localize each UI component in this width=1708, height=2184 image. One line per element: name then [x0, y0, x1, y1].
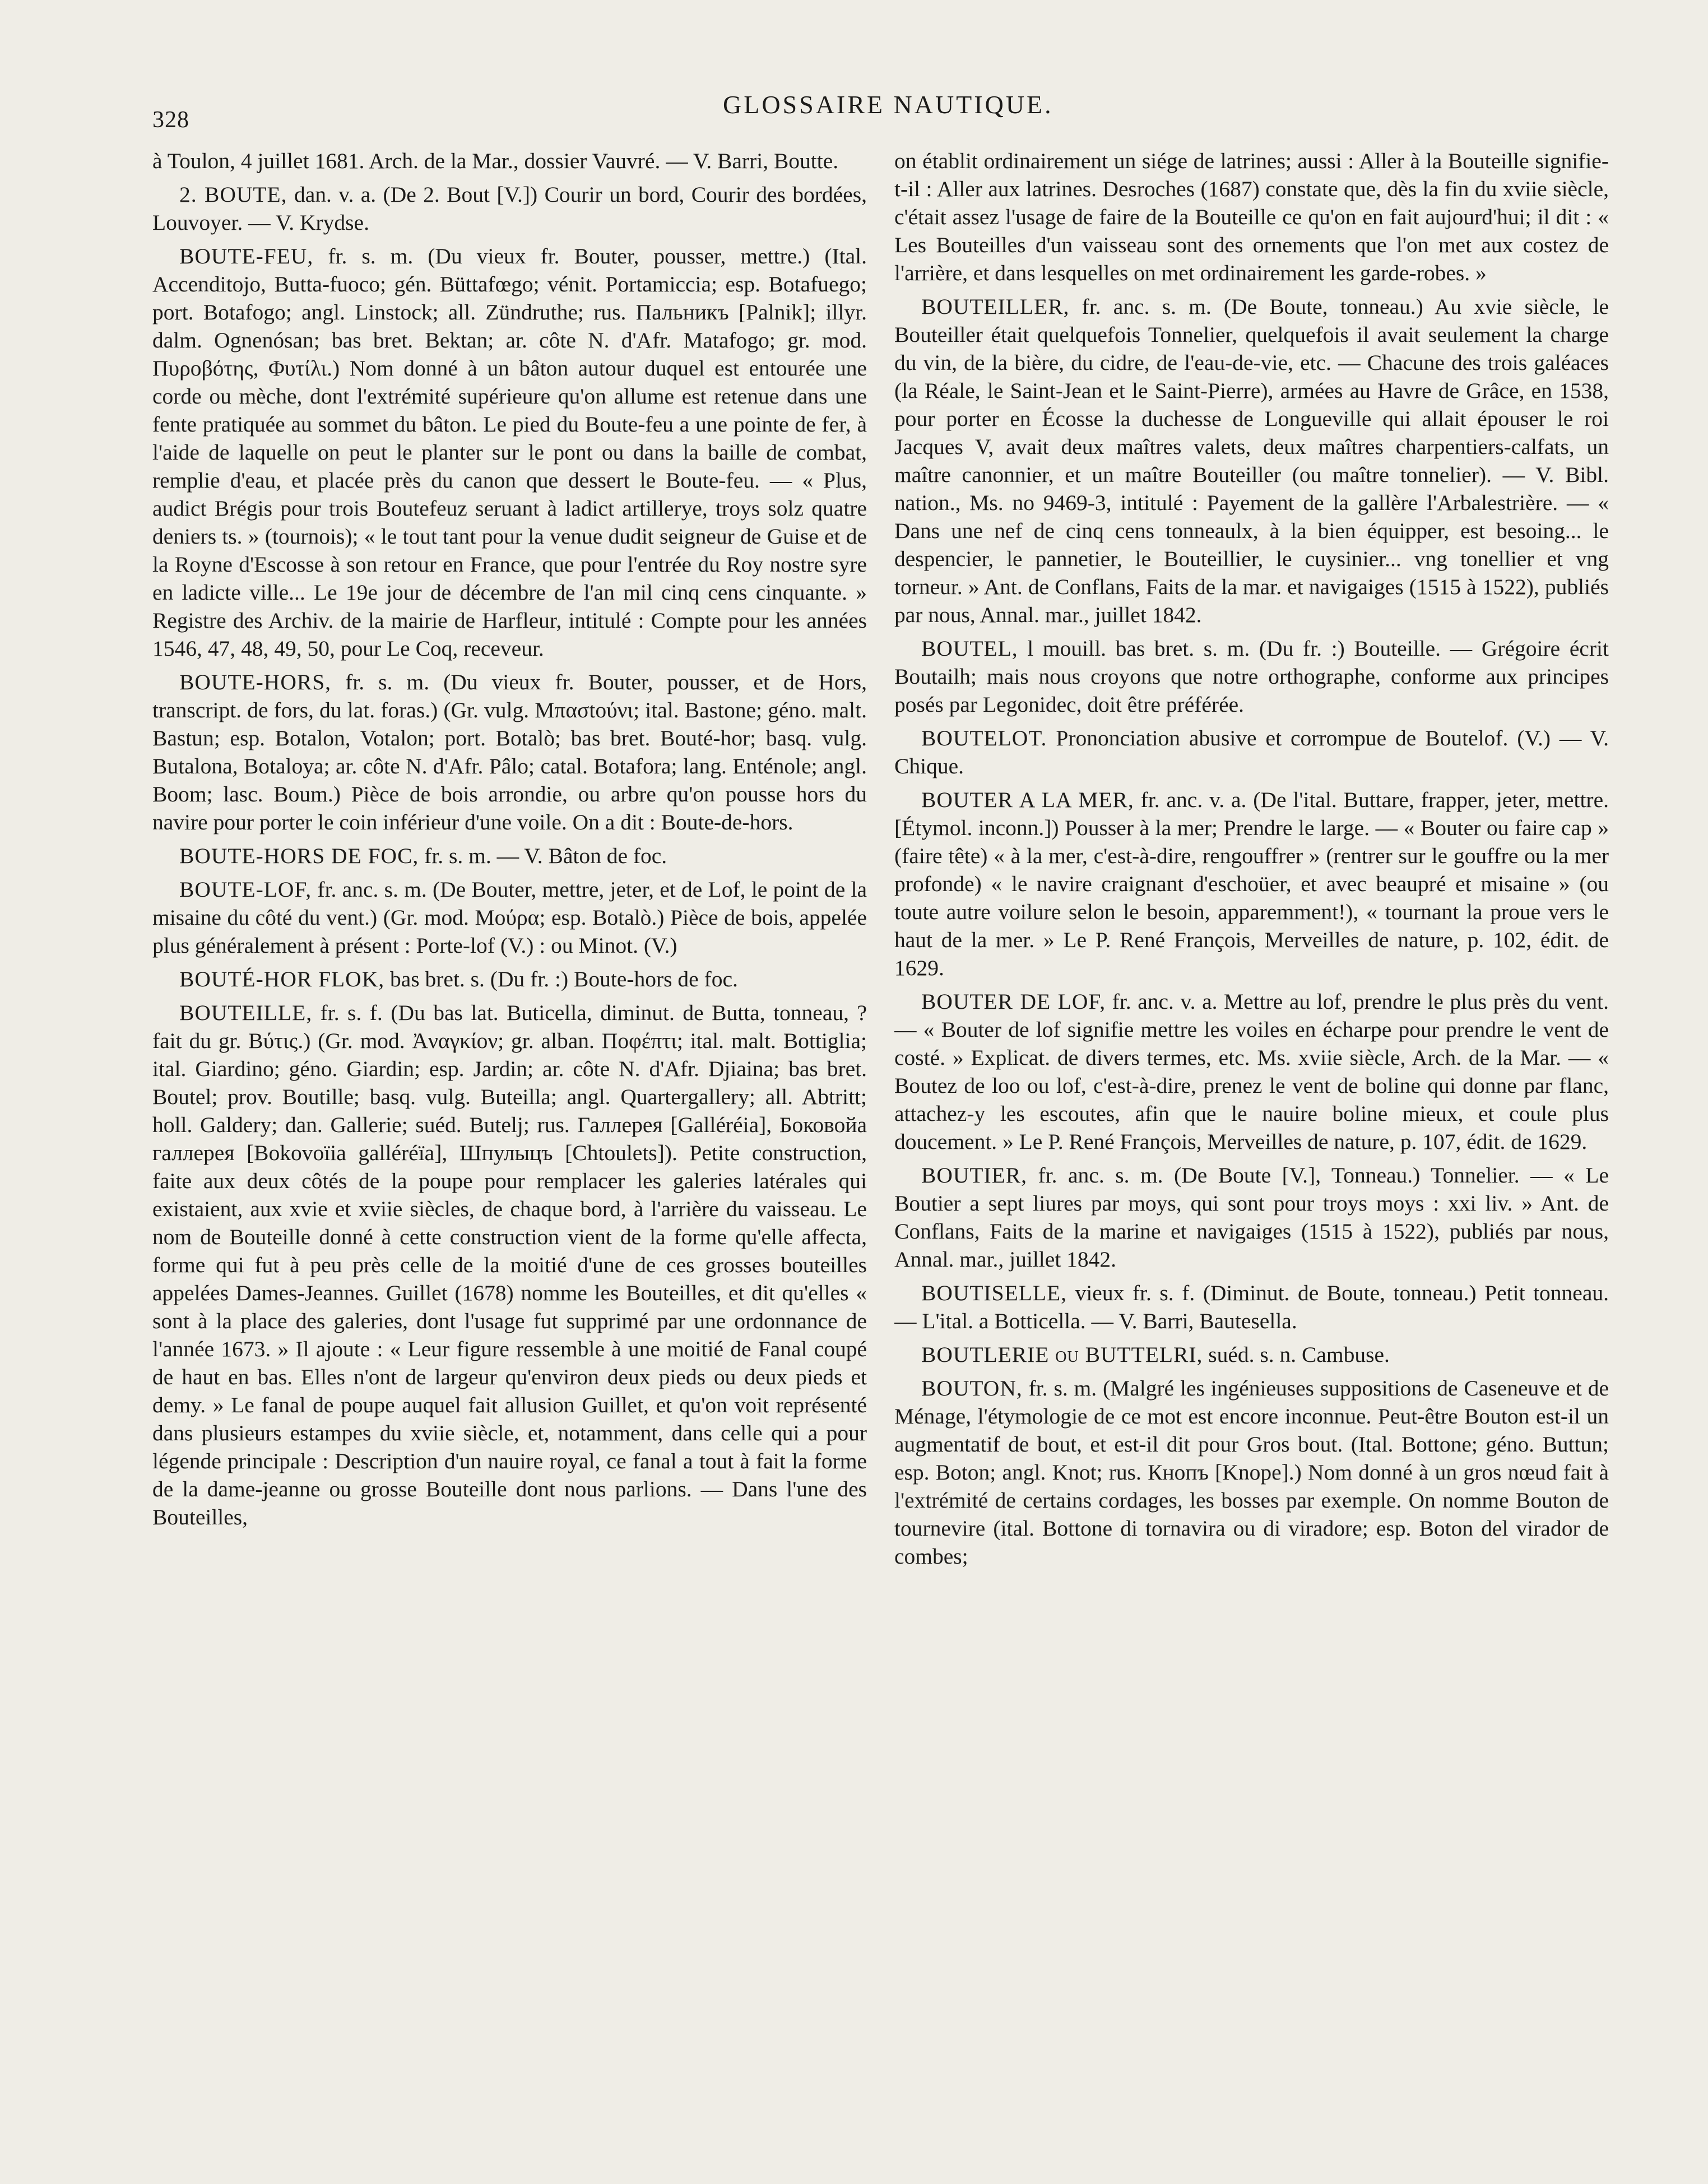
entry-headword: BOUTER A LA MER,	[921, 787, 1134, 812]
entry-headword: BOUTIER,	[921, 1163, 1028, 1188]
entry-text: l mouill. bas bret. s. m. (Du fr. :) Bouteille. — Grégoire écrit Boutailh; mais nous croyons que notre orthographe, conforme aux principes posés par Legonidec, doit être préférée.	[894, 636, 1609, 717]
entry-text: dan. v. a. (De 2. Bout [V.]) Courir un bord, Courir des bordées, Louvoyer. — V. Krydse.	[152, 182, 867, 235]
left-column	[152, 147, 867, 2064]
dictionary-entry	[894, 1341, 1609, 1369]
entry-text: fr. s. f. (Du bas lat. Buticella, diminut. de Butta, tonneau, ? fait du gr. Βύτις.) (Gr. mod. Ἀναγκίον; gr. alban. Ποφέπτι; ital. malt. Bottiglia; ital. Giardino; géno. Giardin; esp. Jardin; ar. côte N. d'Afr. Djiaina; bas bret. Boutel; prov. Boutille; basq. vulg. Buteilla; angl. Quartergallery; all. Abtritt; holl. Galdery; dan. Gallerie; suéd. Butelj; rus. Галлерея [Galléréia], Боковойа галлерея [Bokovoïia galléréïa], Шпулыцъ [Chtoulets]). Petite construction, faite aux deux côtés de la poupe pour remplacer les galeries latérales qui existaient, aux xvie et xviie siècles, de chaque bord, à l'arrière du vaisseau. Le nom de Bouteille donné à cette construction vient de la forme qu'elle affecta, forme qui fut à peu près celle de la moitié d'une de ces grosses bouteilles appelées Dames-Jeannes. Guillet (1678) nomme les Bouteilles, et dit qu'elles « sont à la place des galeries, dont l'usage fut supprimé par une ordonnance de l'année 1673. » Il ajoute : « Leur figure ressemble à une moitié de Fanal coupé de haut en bas. Elles n'ont de largeur qu'environ deux pieds ou deux pieds et demy. » Le fanal de poupe auquel fait allusion Guillet, et qu'on voit représenté dans plusieurs estampes du xviie siècle, et, notamment, dans celle qui a pour légende principale : Description d'un nauire royal, ce fanal a tout à fait la forme de la dame-jeanne ou grosse Bouteille dont nous parlions. — Dans l'une des Bouteilles,	[152, 1000, 867, 1529]
entry-headword: BOUTE-HORS,	[179, 670, 332, 694]
entry-text: bas bret. s. (Du fr. :) Boute-hors de foc.	[384, 967, 738, 991]
entry-text: fr. s. m. (Malgré les ingénieuses suppositions de Caseneuve et de Ménage, l'étymologie de ce mot est encore inconnue. Peut-être Bouton est-il un augmentatif de bout, et est-il dit pour Gros bout. (Ital. Bottone; géno. Buttun; esp. Boton; angl. Knot; rus. Кнопъ [Knope].) Nom donné à un gros nœud fait à l'extrémité de certains cordages, les bosses par exemple. On nomme Bouton de tournevire (ital. Bottone di tornavira ou di viradore; esp. Boton del virador de combes;	[894, 1376, 1609, 1569]
entry-headword: BOUTE-LOF,	[179, 877, 312, 902]
running-head: GLOSSAIRE NAUTIQUE.	[723, 90, 1053, 119]
entry-headword: BOUTISELLE,	[921, 1281, 1068, 1305]
entry-headword: BOUTE-FEU,	[179, 244, 314, 268]
entry-headword: BOUTEILLER,	[921, 294, 1070, 319]
dictionary-entry	[152, 842, 867, 870]
entry-text: vieux fr. s. f. (Diminut. de Boute, tonneau.) Petit tonneau. — L'ital. a Botticella. — V. Barri, Bautesella.	[894, 1281, 1609, 1333]
entry-headword: BOUTÉ-HOR FLOK,	[179, 967, 385, 991]
entry-headword: BOUTE-HORS DE FOC,	[179, 843, 419, 868]
dictionary-entry	[894, 724, 1609, 780]
entry-text: fr. s. m. — V. Bâton de foc.	[419, 843, 667, 868]
entry-text: fr. s. m. (Du vieux fr. Bouter, pousser, et de Hors, transcript. de fors, du lat. foras.) (Gr. vulg. Μπασtoύνι; ital. Bastone; géno. malt. Bastun; esp. Botalon, Votalon; port. Botalò; bas bret. Bouté-hor; basq. vulg. Butalona, Botaloya; ar. côte N. d'Afr. Pâlo; catal. Botafora; lang. Enténole; angl. Boom; lasc. Boum.) Pièce de bois arrondie, ou arbre qu'on pousse hors du navire pour porter le coin inférieur d'une voile. On a dit : Boute-de-hors.	[152, 670, 867, 834]
entry-text: Prononciation abusive et corrompue de Boutelof. (V.) — V. Chique.	[894, 726, 1609, 778]
dictionary-entry	[894, 147, 1609, 287]
entry-headword: BOUTON,	[921, 1376, 1023, 1401]
dictionary-entry	[152, 668, 867, 836]
entry-text: fr. anc. s. m. (De Boute, tonneau.) Au xvie siècle, le Bouteiller était quelquefois Tonnelier, quelquefois il avait seulement la charge du vin, de la bière, du cidre, de l'eau-de-vie, etc. — Chacune des trois galéaces (la Réale, le Saint-Jean et le Saint-Pierre), armées au Havre de Grâce, en 1538, pour porter en Écosse la duchesse de Longueville qui allait épouser le roi Jacques V, avait deux maîtres valets, deux maîtres charpentiers-calfats, un maître canonnier, et un maître Bouteiller (ou maître tonnelier). — V. Bibl. nation., Ms. no 9469-3, intitulé : Payement de la gallère l'Arbalestrière. — « Dans une nef de cinq cens tonneaulx, à la bien équipper, est besoing... le despencier, le pannetier, le Bouteillier, le cuysinier... vng tonellier et vng torneur. » Ant. de Conflans, Faits de la mar. et navigaiges (1515 à 1522), publiés par nous, Annal. mar., juillet 1842.	[894, 294, 1609, 627]
entry-headword: BOUTLERIE ou BUTTELRI,	[921, 1342, 1203, 1367]
entry-text: fr. s. m. (Du vieux fr. Bouter, pousser, mettre.) (Ital. Accenditojo, Butta-fuoco; gén. Büttafœgo; vénit. Portamiccia; esp. Botafuego; port. Botafogo; angl. Linstock; all. Zündruthe; rus. Пальникъ [Palnik]; illyr. dalm. Ognenósan; bas bret. Bektan; ar. côte N. d'Afr. Matafogo; gr. mod. Πυροβότης, Φυτίλι.) Nom donné à un bâton autour duquel est entourée une corde ou mèche, dont l'extrémité supérieure qu'on allume est retenue dans une fente pratiquée au sommet du bâton. Le pied du Boute-feu a une pointe de fer, à l'aide de laquelle on peut le planter sur le pont ou dans la baille de combat, remplie d'eau, et placée près du canon que dessert le Boute-feu. — « Plus, audict Brégis pour trois Boutefeuz seruant à ladict artillerye, troys solz quatre deniers ts. » (tournois); « le tout tant pour la venue dudit seigneur de Guise et de la Royne d'Escosse à son retour en France, que pour l'entrée du Roy nostre syre en ladicte ville... Le 19e jour de décembre de l'an mil cinq cens cinquante. » Registre des Archiv. de la mairie de Harfleur, intitulé : Compte pour les années 1546, 47, 48, 49, 50, pour Le Coq, receveur.	[152, 244, 867, 661]
dictionary-entry	[894, 293, 1609, 629]
dictionary-entry	[152, 965, 867, 993]
dictionary-entry	[894, 1279, 1609, 1335]
right-column	[894, 147, 1609, 2064]
entry-text: suéd. s. n. Cambuse.	[1203, 1342, 1390, 1367]
page-number: 328	[152, 107, 189, 133]
dictionary-entry	[152, 875, 867, 959]
entry-text: on établit ordinairement un siége de latrines; aussi : Aller à la Bouteille signifie-t-il : Aller aux latrines. Desroches (1687) constate que, dès la fin du xviie siècle, c'était assez l'usage de faire de la Bouteille ce qu'on en fait aujourd'hui; il dit : « Les Bouteilles d'un vaisseau sont des ornements que l'on met aux costez de l'arrière, et dans lesquelles on met ordinairement les garde-robes. »	[894, 149, 1609, 285]
dictionary-entry	[894, 634, 1609, 718]
entry-text: fr. anc. s. m. (De Boute [V.], Tonneau.) Tonnelier. — « Le Boutier a sept liures par moys, qui sont pour troys moys : xxi liv. » Ant. de Conflans, Faits de la marine et navigaiges (1515 à 1522), publiés par nous, Annal. mar., juillet 1842.	[894, 1163, 1609, 1272]
entry-text: fr. anc. v. a. (De l'ital. Buttare, frapper, jeter, mettre. [Étymol. inconn.]) Pousser à la mer; Prendre le large. — « Bouter ou faire cap » (faire tête) « à la mer, c'est-à-dire, rengouffrer » (rentrer sur le gouffre ou la mer profonde) « le navire craignant d'eschoüer, et avec beaupré et misaine » (ou toute autre voilure selon le besoin, apparemment!), « tournant la proue vers le haut de la mer. » Le P. René François, Merveilles de nature, p. 102, édit. de 1629.	[894, 787, 1609, 980]
entry-text: fr. anc. s. m. (De Bouter, mettre, jeter, et de Lof, le point de la misaine du côté du vent.) (Gr. mod. Μούρα; esp. Botalò.) Pièce de bois, appelée plus généralement à présent : Porte-lof (V.) : ou Minot. (V.)	[152, 877, 867, 958]
entry-headword: BOUTELOT.	[921, 726, 1047, 750]
dictionary-entry	[152, 242, 867, 662]
dictionary-entry	[894, 1161, 1609, 1273]
entry-headword: BOUTER DE LOF,	[921, 989, 1106, 1014]
entry-text: à Toulon, 4 juillet 1681. Arch. de la Mar., dossier Vauvré. — V. Barri, Boutte.	[152, 149, 839, 173]
entry-headword: BOUTEL,	[921, 636, 1018, 661]
entry-headword: 2. BOUTE,	[179, 182, 287, 207]
entry-text: fr. anc. v. a. Mettre au lof, prendre le plus près du vent. — « Bouter de lof signifie mettre les voiles en écharpe pour prendre le vent de costé. » Explicat. de divers termes, etc. Ms. xviie siècle, Arch. de la Mar. — « Boutez de loo ou lof, c'est-à-dire, prenez le vent de boline qui donne par flanc, attachez-y les escoutes, afin que le nauire boline mieux, et coule plus doucement. » Le P. René François, Merveilles de nature, p. 107, édit. de 1629.	[894, 989, 1609, 1154]
dictionary-entry	[894, 786, 1609, 982]
dictionary-entry	[152, 147, 867, 175]
dictionary-entry	[894, 987, 1609, 1156]
dictionary-entry	[894, 1374, 1609, 1570]
dictionary-entry	[152, 180, 867, 237]
entry-headword: BOUTEILLE,	[179, 1000, 313, 1025]
dictionary-entry	[152, 999, 867, 1531]
